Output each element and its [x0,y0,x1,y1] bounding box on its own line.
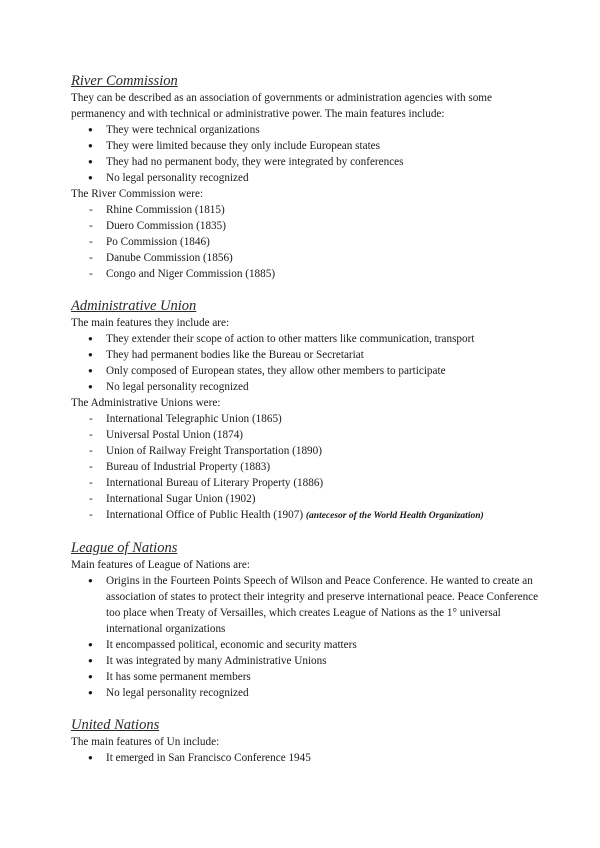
section-heading: Administrative Union [71,298,197,314]
section-intro: The main features they include are: [71,317,230,329]
spacer [71,524,541,539]
list-item: - Duero Commission (1835) [88,218,541,234]
list-item: - Po Commission (1846) [88,234,541,250]
list-item: - Bureau of Industrial Property (1883) [88,459,541,475]
list-item: ● No legal personality recognized [88,379,541,395]
spacer [71,701,541,716]
list-item: ● It has some permanent members [88,669,541,685]
list-item: ● It emerged in San Francisco Conference 1945 [88,750,541,766]
spacer [71,282,541,297]
section-intro: Main features of League of Nations are: [71,559,250,571]
list-intro: The River Commission were: [71,188,204,200]
list-item: ● No legal personality recognized [88,170,541,186]
section-intro: They can be described as an association of governments or administration agencies with some permanency and with technical or administrative power. The main features include: [71,92,492,120]
features-list [71,750,541,766]
list-item: ● Origins in the Fourteen Points Speech of Wilson and Peace Conference. He wanted to create an association of states to protect their integrity and preserve international peace. Peace Conference too place when Treaty of Versailles, which creates League of Nations as the 1° universal international organizations [88,573,541,637]
section-league-of-nations [71,539,541,701]
list-item: ● It was integrated by many Administrative Unions [88,653,541,669]
list-item: - Danube Commission (1856) [88,250,541,266]
list-item: - International Sugar Union (1902) [88,491,541,507]
document-page [71,72,541,766]
features-list [71,331,541,395]
features-list [71,573,541,701]
unions-list [71,411,541,524]
list-item: - Union of Railway Freight Transportation (1890) [88,443,541,459]
list-item: ● They had permanent bodies like the Bureau or Secretariat [88,347,541,363]
section-river-commission [71,72,541,282]
list-item-note: (antecesor of the World Health Organization) [305,511,484,521]
commissions-list [71,202,541,282]
list-item: ● They had no permanent body, they were integrated by conferences [88,154,541,170]
section-heading: River Commission [71,73,178,89]
list-item: ● No legal personality recognized [88,685,541,701]
section-heading: League of Nations [71,540,178,556]
list-item: ● They were limited because they only include European states [88,138,541,154]
list-item: - Rhine Commission (1815) [88,202,541,218]
list-item [88,507,541,524]
list-intro: The Administrative Unions were: [71,397,221,409]
list-item: - Congo and Niger Commission (1885) [88,266,541,282]
section-administrative-union [71,297,541,524]
list-item: ● They extender their scope of action to other matters like communication, transport [88,331,541,347]
list-item: - Universal Postal Union (1874) [88,427,541,443]
list-item: ● It encompassed political, economic and security matters [88,637,541,653]
section-united-nations [71,716,541,766]
list-item: - International Bureau of Literary Property (1886) [88,475,541,491]
list-item-text: International Office of Public Health (1907) [106,509,304,521]
list-item: ● They were technical organizations [88,122,541,138]
section-intro: The main features of Un include: [71,736,220,748]
list-item: ● Only composed of European states, they allow other members to participate [88,363,541,379]
features-list [71,122,541,186]
list-item: - International Telegraphic Union (1865) [88,411,541,427]
section-heading: United Nations [71,717,160,733]
